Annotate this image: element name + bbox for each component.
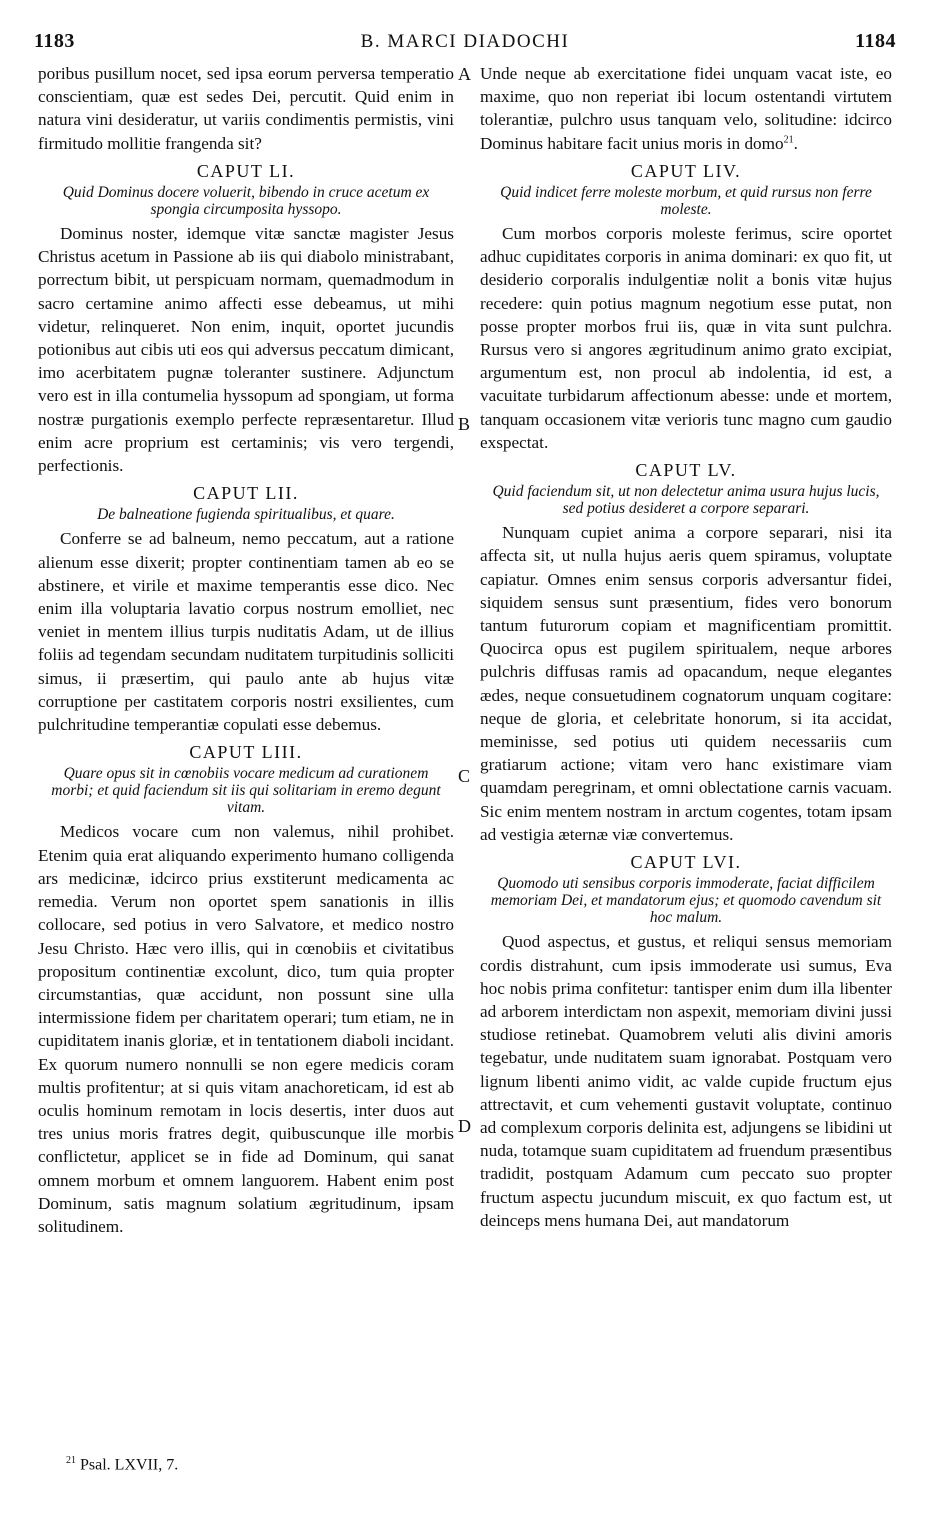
chapter-heading-51: CAPUT LI.: [196, 160, 296, 181]
chapter-text-54: Cum morbos corporis moleste ferimus, scire oportet adhuc cupiditates corporis in anima dominari: ex quo fit, ut desiderio corporalis indulgentiæ nolit a bonis vitæ hujus recedere: quin potius magnum negotium esse putat, non posse propter morbos frui iis, quæ in vita sunt pulchra. Rursus vero si angores ægritudinum animo grato excipiat, argumentum est, non procul ab indolentia, id est, a vacuitate turbidarum affectionum abesse: unde et mortem, tanquam occasionem vitæ verioris tunc magno cum gaudio exspectat.: [480, 224, 892, 452]
chapter-heading-55: CAPUT LV.: [635, 460, 737, 481]
chapter-heading-52: CAPUT LII.: [193, 483, 299, 504]
margin-mark-a: A: [458, 64, 471, 84]
running-title: B. MARCI DIADOCHI: [360, 31, 570, 52]
chapter-heading-56: CAPUT LVI.: [630, 852, 742, 873]
right-column: [480, 62, 892, 1232]
paragraph-text: Unde neque ab exercitatione fidei unquam vacat iste, eo maxime, quo non reperiat ibi locum ostentandi virtutem tolerantiæ, pulchro usus tanquam velo, solitudine: idcirco Dominus habitare facit unius moris in domo: [480, 64, 892, 153]
chapter-summary-54: Quid indicet ferre moleste morbum, et quid rursus non ferre moleste.: [500, 184, 872, 219]
margin-mark-d: D: [458, 1116, 471, 1136]
chapter-text-51: Dominus noster, idemque vitæ sanctæ magister Jesus Christus acetum in Passione ab iis qui diabolo ministrabant, porrectum bibit, ut perspicuam normam, quemadmodum in sacro certamine animo affecti esse debeamus, ut mihi videtur, relinqueret. Non enim, inquit, oportet jucundis potionibus aut cibis uti eos qui adversus peccatum dimicant, imo acerbitatem pugnæ toleranter sustinere. Adjunctum vero est in illa contumelia hyssopum ad spongiam, ut forma nostræ purgationis exemplo perfecte repræsentaretur. Illud enim acre proprium est certaminis; vis vero tergendi, perfectionis.: [38, 224, 454, 476]
left-column: [38, 62, 454, 1238]
chapter-heading-54: CAPUT LIV.: [630, 160, 742, 181]
margin-mark-c: C: [458, 766, 471, 786]
chapter-summary-55: Quid faciendum sit, ut non delectetur anima usura hujus lucis, sed potius desideret a corpore separari.: [492, 483, 880, 518]
chapter-heading-53: CAPUT LIII.: [189, 742, 303, 763]
chapter-summary-52: De balneatione fugienda spiritualibus, et quare.: [97, 506, 395, 524]
page-header: [34, 30, 896, 58]
footnote-number: 21: [66, 1455, 76, 1466]
paragraph-continued-right: Unde neque ab exercitatione fidei unquam vacat iste, eo maxime, quo non reperiat ibi locum ostentandi virtutem tolerantiæ, pulchro usus tanquam velo, solitudine: idcirco Dominus habitare facit unius moris in domo$^{21}$.: [480, 64, 892, 153]
chapter-text-56: Quod aspectus, et gustus, et reliqui sensus memoriam cordis distrahunt, cum ipsis immoderate usi sumus, Eva hoc nobis prima confitetur: tantisper enim dum illa libenter ad arborem interdictam non aspexit, memoriam divini jussi studiose retinebat. Quamobrem veluti alis divini amoris tegebatur, unde nuditatem suam ignorabat. Postquam vero lignum libenti animo vidit, ac valde cupide fructum ejus attrectavit, et cum vehementi gustavit voluptate, continuo ad complexum corporis delinita est, adjungens se libidini ut nuda, totamque suam cupiditatem ad fruendum præsentibus tradidit, postquam Adamum cum peccato suo propter fructum aspectu jucundum miscuit, ex quo factum est, ut deinceps mens humana Dei, aut mandatorum: [480, 932, 892, 1230]
margin-mark-b: B: [458, 414, 471, 434]
page-number-left: 1183: [34, 30, 75, 52]
footnote-ref: 21: [783, 133, 794, 145]
chapter-summary-53: Quare opus sit in cœnobiis vocare medicum ad curationem morbi; et quid faciendum sit iis qui solitariam in eremo degunt vitam.: [51, 765, 441, 817]
footnote: [66, 1455, 178, 1474]
chapter-text-52: Conferre se ad balneum, nemo peccatum, aut a ratione alienum esse dixerit; propter continentiam tamen ab eo se abstinere, et virile et maxime temperantis esse dico. Nec enim illa voluptaria lavatio corpus nostrum emolliet, nec veniet in mentem illius turpis nuditatis Adam, ut de illius foliis ad tegendam secundam nuditatem turpitudinis solliciti simus, ii præsertim, qui paulo ante ab hujus vitæ corruptione per castitatem corporis nostri exsilientes, cum pulchritudine temperantiæ copulati esse debemus.: [38, 529, 454, 735]
page-number-right: 1184: [855, 30, 896, 52]
chapter-text-53: Medicos vocare cum non valemus, nihil prohibet. Etenim quia erat aliquando experimento humano colligenda ars medicinæ, idcirco prius exstiterunt medicamenta ac remedia. Verum non oportet spem sanationis in illis collocare, sed potius in vero Salvatore, et medico nostro Jesu Christo. Hæc vero illis, qui in cœnobiis et civitatibus propositum continentiæ excolunt, dico, tum quia propter circumstantias, quæ accidunt, non possunt sine ulla intermissione fidem per charitatem operari; tum etiam, ne in cupiditatem inanis gloriæ, et in tentationem diaboli incidant. Ex quorum numero nonnulli se non egere medicis coram multis profitentur; at si quis vitam anachoreticam, id est ab oculis hominum remotam in locis desertis, inter duos aut tres unius moris fratres degit, quibuscunque ille morbis conflictetur, applicet se in fide ad Dominum, qui sanat omnem morbum et omnem languorem. Habent enim post Dominum, satis magnum solatium ægritudinum, ipsam solitudinem.: [38, 822, 454, 1236]
footnote-text: Psal. LXVII, 7.: [80, 1456, 179, 1474]
chapter-summary-56: Quomodo uti sensibus corporis immoderate, faciat difficilem memoriam Dei, et mandatorum ejus; et quomodo cavendum sit hoc malum.: [490, 875, 882, 927]
paragraph-continued: poribus pusillum nocet, sed ipsa eorum perversa temperatio conscientiam, quæ est sedes Dei, percutit. Quid enim in natura vini desideratur, ut variis condimentis permistis, vini firmitudo mollitie frangenda sit?: [38, 64, 454, 153]
chapter-text-55: Nunquam cupiet anima a corpore separari, nisi ita affecta sit, ut nulla hujus aeris quem spiramus, voluptate capiatur. Omnes enim sensus corporis adversantur fidei, siquidem sensus sunt præsentium, fides vero bonorum tantum futurorum copiam et magnificentiam promittit. Quocirca opus est pugilem spiritualem, neque arbores pulchris diffusas ramis ad opacandum, neque elegantes ædes, neque consuetudinem cognatorum unquam cogitare: neque de gloria, et celebritate honorum, si ita accidat, meminisse, sed potius uti quidem necessariis cum gratiarum actione; vitam vero hanc existimare viam quamdam peregrinam, et omni oblectatione carnis vacuam. Sic enim mentem nostram in arctum cogentes, totam ipsam ad vestigia æternæ viæ convertemus.: [480, 523, 892, 844]
chapter-summary-51: Quid Dominus docere voluerit, bibendo in cruce acetum ex spongia circumposita hyssopo.: [62, 184, 430, 219]
